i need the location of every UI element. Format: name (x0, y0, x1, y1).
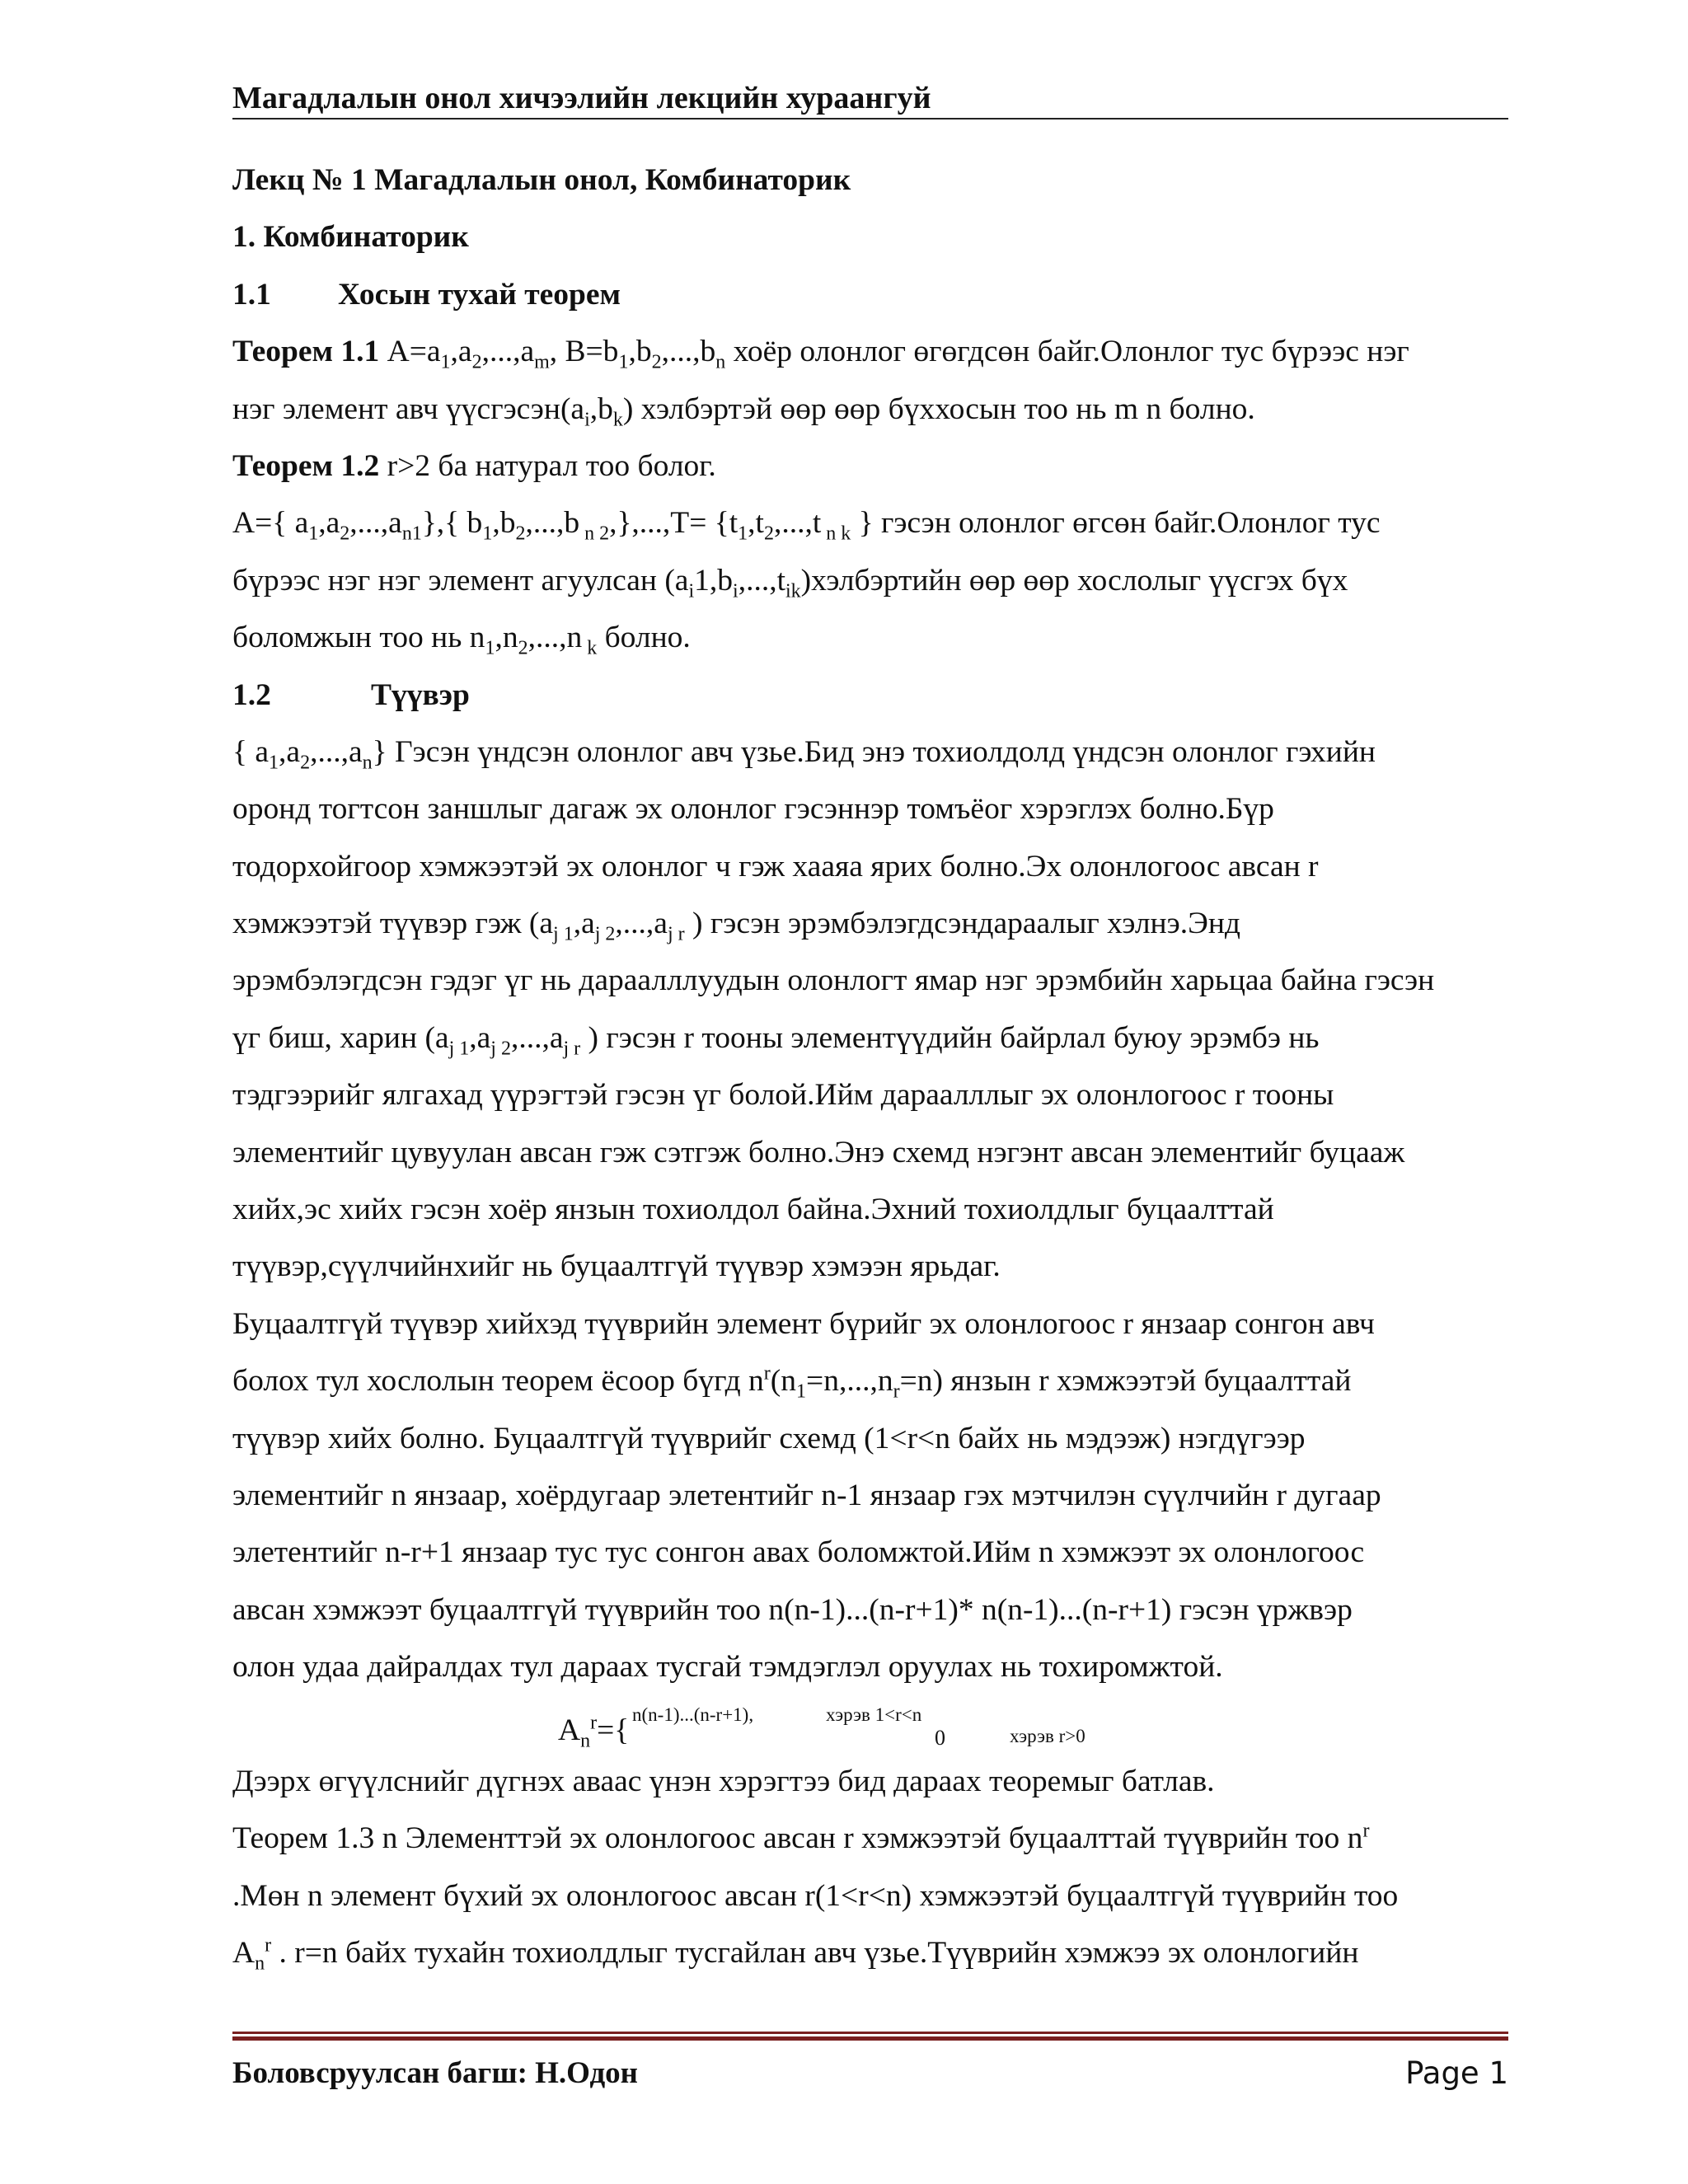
paragraph-line: боломжын тоо нь $n_1,n_2,...,n$ $_k$ болно. (232, 621, 691, 659)
paragraph-line: $A_n^r$ . r=n байх тухайн тохиолдлыг тусгайлан авч үзье.Түүврийн хэмжээ эх олонлогийн (232, 1934, 1359, 1975)
footer-author: Боловсруулсан багш: Н.Одон (232, 2056, 639, 2090)
footer-divider-thin (232, 2032, 1508, 2034)
subsection-title: Хосын тухай теорем (338, 277, 621, 312)
header-divider (232, 118, 1508, 120)
paragraph-line: тодорхойгоор хэмжээтэй эх олонлог ч гэж хааяа ярих болно.Эх олонлогоос авсан r (232, 849, 1319, 883)
footer-divider-thick (232, 2036, 1508, 2041)
subsection-title: Түүвэр (371, 677, 470, 712)
paragraph-line: бүрээс нэг нэг элемент агуулсан $(a_i1,b_i,...,t_{ik})хэлбэртийн$ өөр өөр хослолыг үүсгэх бүх (232, 563, 1348, 602)
page-header-title: Магадлалын онол хичээлийн лекцийн хураангуй (232, 81, 931, 115)
formula-case-1: n(n-1)...(n-r+1), (632, 1704, 754, 1725)
formula-condition-1: хэрэв 1<r<n (826, 1704, 922, 1725)
paragraph-line: Теорем 1.2 r>2 ба натурал тоо болог. (232, 448, 716, 483)
paragraph-line: тэдгээрийг ялгахад үүрэгтэй гэсэн үг болой.Ийм дараалллыг эх олонлогоос r тооны (232, 1078, 1334, 1113)
formula-condition-2: хэрэв r>0 (1010, 1725, 1085, 1746)
paragraph-line: Дээрх өгүүлснийг дүгнэх аваас үнэн хэрэгтээ бид дараах теоремыг батлав. (232, 1764, 1215, 1798)
paragraph-line: түүвэр хийх болно. Буцаалтгүй түүврийг схемд (1<r<n байх нь мэдээж) нэгдүгээр (232, 1421, 1306, 1455)
paragraph-line: нэг элемент авч $үүсгэсэн(a_i,b_k)$ хэлбэртэй өөр өөр бүххосын тоо нь m n болно. (232, 391, 1255, 431)
paragraph-line: болох тул хослолын теорем ёсоор бүгд $n^r(n_1=n,...,n_r=n)$ янзын r хэмжээтэй буцаалттай (232, 1362, 1352, 1403)
paragraph-line: A={ $a_1,a_2,...,a_{n1}$},{ $b_1,b_2,...,b$ $_{n 2},\},...,T= \{t_1,t_2,...,t$ $_{n k}$ } гэсэн олонлог өгсөн байг.Олонлог тус (232, 506, 1381, 545)
paragraph-line: эрэмбэлэгдсэн гэдэг үг нь дараалллуудын олонлогт ямар нэг эрэмбийн харьцаа байна гэсэн (232, 963, 1435, 998)
paragraph-line: үг биш, харин ($a_{j 1},a_{j 2},...,a_{j r}$ ) гэсэн r тооны элементүүдийн байрлал буюу эрэмбэ нь (232, 1020, 1320, 1060)
paragraph-line: Буцаалтгүй түүвэр хийхэд түүврийн элемент бүрийг эх олонлогоос r янзаар сонгон авч (232, 1306, 1375, 1341)
subsection-number: 1.1 (232, 277, 271, 312)
theorem-label: Теорем 1.2 (232, 448, 380, 483)
formula-arrangements (232, 1701, 1508, 1758)
subsection-number: 1.2 (232, 677, 271, 712)
section-heading: 1. Комбинаторик (232, 220, 469, 255)
paragraph-line: хийх,эс хийх гэсэн хоёр янзын тохиолдол байна.Эхний тохиолдлыг буцаалттай (232, 1193, 1274, 1227)
paragraph-line: Теорем 1.3 n Элементтэй эх олонлогоос авсан r хэмжээтэй буцаалттай түүврийн тоо $n^r$ (232, 1820, 1370, 1856)
paragraph-line: олон удаа дайралдах тул дараах тусгай тэмдэглэл оруулах нь тохиромжтой. (232, 1650, 1223, 1685)
paragraph-line: .Мөн n элемент бүхий эх олонлогоос авсан r(1<r<n) хэмжээтэй буцаалтгүй түүврийн тоо (232, 1878, 1399, 1913)
paragraph-line: { $a_1,a_2,...,a_n$} Гэсэн үндсэн олонлог авч үзье.Бид энэ тохиолдолд үндсэн олонлог гэхийн (232, 734, 1376, 774)
paragraph-line: элементийг n янзаар, хоёрдугаар элетентийг n-1 янзаар гэх мэтчилэн сүүлчийн r дугаар (232, 1478, 1381, 1512)
subsection-heading-1-1 (232, 271, 1508, 328)
theorem-label: Теорем 1.1 (232, 335, 380, 369)
formula-case-2: 0 (935, 1725, 945, 1750)
paragraph-line: хэмжээтэй түүвэр гэж ($a_{j 1},a_{j 2},...,a_{j r}$ ) гэсэн эрэмбэлэгдсэндараалыг хэлнэ.Энд (232, 907, 1240, 945)
paragraph-line: оронд тогтсон заншлыг дагаж эх олонлог гэсэннэр томъёог хэрэглэх болно.Бүр (232, 792, 1274, 827)
lecture-title: Лекц № 1 Магадлалын онол, Комбинаторик (232, 163, 851, 197)
paragraph-line: түүвэр,сүүлчийнхийг нь буцаалтгүй түүвэр хэмээн ярьдаг. (232, 1249, 1001, 1284)
paragraph-line: элементийг цувуулан авсан гэж сэтгэж болно.Энэ схемд нэгэнт авсан элементийг буцааж (232, 1135, 1405, 1169)
page-number: Page 1 (1405, 2055, 1508, 2091)
paragraph-line: авсан хэмжээт буцаалтгүй түүврийн тоо n(n-1)...(n-r+1)* n(n-1)...(n-r+1) гэсэн үржвэр (232, 1592, 1353, 1627)
paragraph-line: элетентийг n-r+1 янзаар тус тус сонгон авах боломжтой.Ийм n хэмжээт эх олонлогоос (232, 1535, 1365, 1570)
formula-lhs: $A_n^r=${ (558, 1712, 630, 1752)
subsection-heading-1-2 (232, 672, 1508, 729)
document-body (232, 157, 1508, 1987)
paragraph-line: Теорем 1.1 $A=a_1,a_2,...,a_m$, $B=b_1,b_2,...,b_n$ хоёр олонлог өгөгдсөн байг.Олонлог тус бүрээс нэг (232, 335, 1409, 373)
